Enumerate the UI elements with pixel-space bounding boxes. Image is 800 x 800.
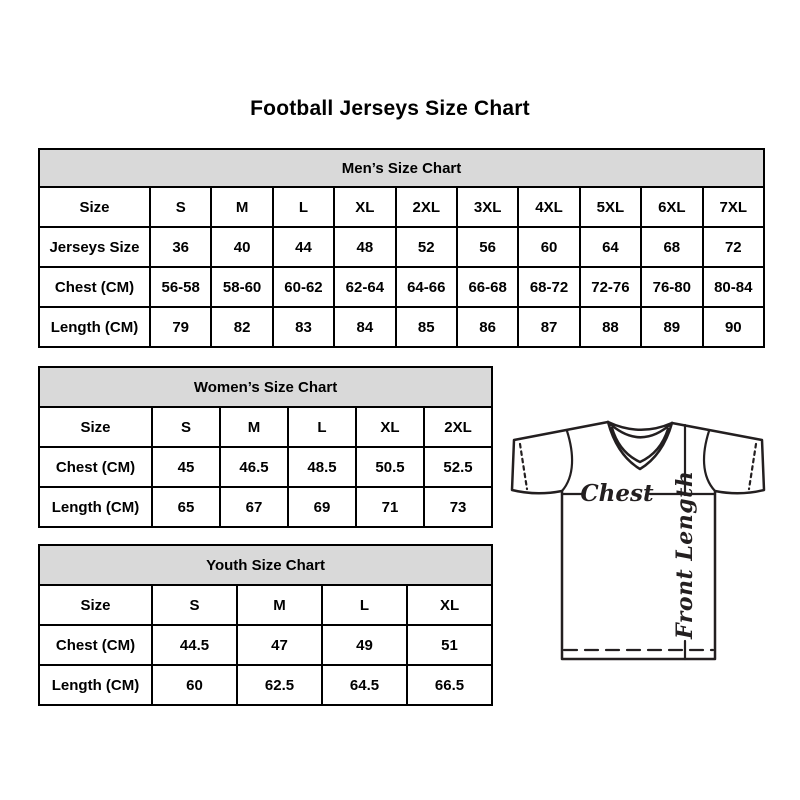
- row-label: Length (CM): [39, 665, 152, 705]
- chest-cell: 72-76: [580, 267, 641, 307]
- length-cell: 65: [152, 487, 220, 527]
- womens-size-row: [39, 407, 492, 447]
- length-cell: 66.5: [407, 665, 492, 705]
- size-cell: M: [237, 585, 322, 625]
- size-cell: XL: [356, 407, 424, 447]
- womens-length-row: [39, 487, 492, 527]
- jerseys-size-cell: 44: [273, 227, 334, 267]
- mens-table-title: Men’s Size Chart: [39, 149, 764, 187]
- page-title: Football Jerseys Size Chart: [250, 97, 530, 120]
- chest-cell: 47: [237, 625, 322, 665]
- jerseys-size-cell: 64: [580, 227, 641, 267]
- chest-cell: 62-64: [334, 267, 395, 307]
- chest-cell: 68-72: [518, 267, 579, 307]
- jerseys-size-cell: 60: [518, 227, 579, 267]
- womens-table-title-row: [39, 367, 492, 407]
- chest-cell: 48.5: [288, 447, 356, 487]
- size-cell: 5XL: [580, 187, 641, 227]
- chest-cell: 51: [407, 625, 492, 665]
- size-cell: 2XL: [396, 187, 457, 227]
- chest-cell: 76-80: [641, 267, 702, 307]
- row-label: Size: [39, 585, 152, 625]
- length-cell: 67: [220, 487, 288, 527]
- youth-length-row: [39, 665, 492, 705]
- length-cell: 62.5: [237, 665, 322, 705]
- chest-cell: 58-60: [211, 267, 272, 307]
- size-cell: L: [273, 187, 334, 227]
- mens-size-row: [39, 187, 764, 227]
- size-cell: 4XL: [518, 187, 579, 227]
- jerseys-size-cell: 72: [703, 227, 765, 267]
- jerseys-size-cell: 48: [334, 227, 395, 267]
- row-label: Chest (CM): [39, 447, 152, 487]
- length-cell: 90: [703, 307, 765, 347]
- size-cell: 7XL: [703, 187, 765, 227]
- jerseys-size-cell: 56: [457, 227, 518, 267]
- length-cell: 60: [152, 665, 237, 705]
- size-cell: 6XL: [641, 187, 702, 227]
- youth-table-title: Youth Size Chart: [39, 545, 492, 585]
- chest-cell: 66-68: [457, 267, 518, 307]
- size-cell: L: [322, 585, 407, 625]
- youth-size-table: [38, 544, 493, 706]
- jerseys-size-cell: 36: [150, 227, 211, 267]
- size-cell: M: [211, 187, 272, 227]
- chest-cell: 44.5: [152, 625, 237, 665]
- size-cell: L: [288, 407, 356, 447]
- chest-cell: 49: [322, 625, 407, 665]
- length-cell: 83: [273, 307, 334, 347]
- chest-cell: 45: [152, 447, 220, 487]
- length-cell: 73: [424, 487, 492, 527]
- length-cell: 79: [150, 307, 211, 347]
- mens-jerseys-size-row: [39, 227, 764, 267]
- row-label: Size: [39, 187, 150, 227]
- womens-chest-row: [39, 447, 492, 487]
- size-cell: S: [152, 585, 237, 625]
- length-cell: 89: [641, 307, 702, 347]
- youth-chest-row: [39, 625, 492, 665]
- jerseys-size-cell: 52: [396, 227, 457, 267]
- size-cell: XL: [407, 585, 492, 625]
- chest-cell: 80-84: [703, 267, 765, 307]
- chest-label: Chest: [580, 480, 654, 507]
- length-cell: 64.5: [322, 665, 407, 705]
- size-cell: 3XL: [457, 187, 518, 227]
- chest-cell: 64-66: [396, 267, 457, 307]
- mens-table-title-row: [39, 149, 764, 187]
- youth-table-title-row: [39, 545, 492, 585]
- mens-size-table: [38, 148, 765, 348]
- jersey-measurement-diagram: [500, 398, 770, 683]
- youth-size-row: [39, 585, 492, 625]
- jerseys-size-cell: 68: [641, 227, 702, 267]
- front-length-label: Front Length: [672, 470, 698, 639]
- chest-cell: 46.5: [220, 447, 288, 487]
- row-label: Chest (CM): [39, 625, 152, 665]
- jersey-outline: [512, 422, 764, 659]
- chest-cell: 60-62: [273, 267, 334, 307]
- jerseys-size-cell: 40: [211, 227, 272, 267]
- mens-length-row: [39, 307, 764, 347]
- womens-table-title: Women’s Size Chart: [39, 367, 492, 407]
- row-label: Length (CM): [39, 487, 152, 527]
- length-cell: 71: [356, 487, 424, 527]
- row-label: Jerseys Size: [39, 227, 150, 267]
- length-cell: 86: [457, 307, 518, 347]
- row-label: Size: [39, 407, 152, 447]
- length-cell: 87: [518, 307, 579, 347]
- size-cell: XL: [334, 187, 395, 227]
- chest-cell: 52.5: [424, 447, 492, 487]
- length-cell: 82: [211, 307, 272, 347]
- size-cell: S: [152, 407, 220, 447]
- womens-size-table: [38, 366, 493, 528]
- length-cell: 69: [288, 487, 356, 527]
- size-cell: 2XL: [424, 407, 492, 447]
- mens-chest-row: [39, 267, 764, 307]
- size-cell: S: [150, 187, 211, 227]
- length-cell: 84: [334, 307, 395, 347]
- row-label: Chest (CM): [39, 267, 150, 307]
- chest-cell: 50.5: [356, 447, 424, 487]
- row-label: Length (CM): [39, 307, 150, 347]
- size-cell: M: [220, 407, 288, 447]
- length-cell: 88: [580, 307, 641, 347]
- length-cell: 85: [396, 307, 457, 347]
- chest-cell: 56-58: [150, 267, 211, 307]
